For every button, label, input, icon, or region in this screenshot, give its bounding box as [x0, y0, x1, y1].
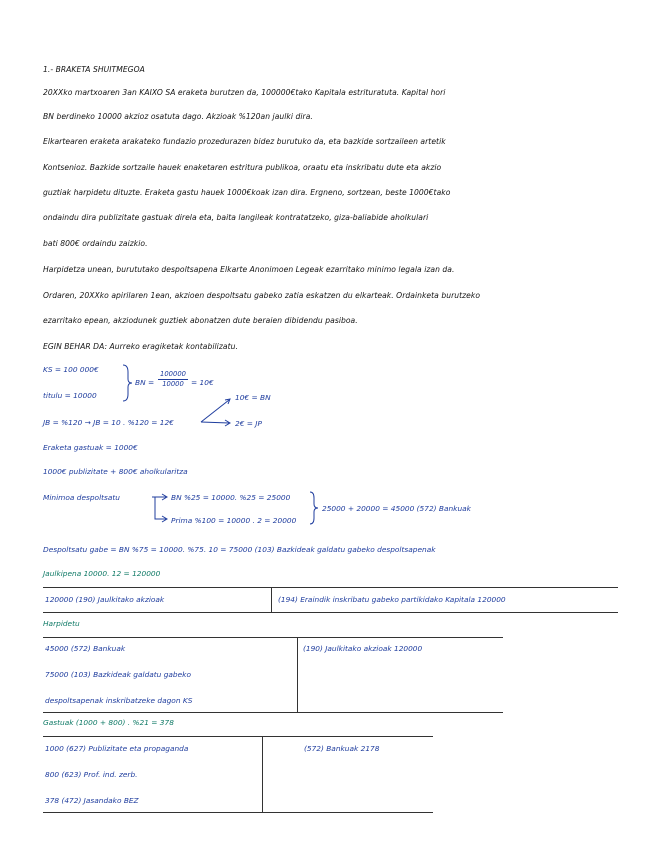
divider: [43, 637, 503, 638]
split-jp: 2€ = JP: [235, 419, 262, 428]
intro-line: BN berdineko 10000 akzioz osatuta dago. Akzioak %120an jaulki dira.: [43, 112, 313, 121]
bn-25-calc: BN %25 = 10000. %25 = 25000: [171, 493, 291, 502]
minimoa-label: Minimoa despoltsatu: [43, 493, 120, 502]
curly-brace: [120, 364, 134, 402]
bn-denominator: 10000: [162, 379, 184, 388]
task-statement: EGIN BEHAR DA: Aurreko eragiketak kontabilizatu.: [43, 342, 238, 351]
bn-label: BN =: [135, 378, 155, 387]
titulu-calc: titulu = 10000: [43, 391, 97, 400]
curly-brace: [308, 491, 320, 525]
intro-line: ezarritako epean, akziodunek guztiek abonatzen dute beraien dibidendu pasiboa.: [43, 316, 358, 325]
intro-line: Kontsenioz. Bazkide sortzaile hauek enaketaren estritura publikoa, oraatu eta inskribatu dute eta akzio: [43, 163, 442, 172]
jaulkipena-credit: (194) Eraindik inskribatu gabeko partikidako Kapitala 120000: [278, 595, 506, 604]
gastuak-debit-line: 378 (472) Jasandako BEZ: [45, 796, 139, 805]
gastuak-debit-line: 1000 (627) Publizitate eta propaganda: [45, 744, 189, 753]
intro-line: ondaindu dira publizitate gastuak direla eta, baita langileak kontratatzeko, giza-baliabide aholkulari: [43, 213, 429, 222]
exercise-heading: 1.- BRAKETA SHUITMEGOA: [43, 65, 145, 74]
divider: [43, 712, 503, 713]
intro-line: Ordaren, 20XXko apirilaren 1ean, akzioen despoltsatu gabeko zatia eskatzen du elkarteak. Ordainketa burutzeko: [43, 291, 481, 300]
intro-line: Elkartearen eraketa arakateko fundazio prozedurazen bidez burutuko da, eta bazkide sortzaileen artetik: [43, 137, 446, 146]
bn-numerator: 100000: [160, 370, 186, 378]
bn-result: = 10€: [191, 378, 214, 387]
harpidetu-title: Harpidetu: [43, 619, 80, 628]
divider: [262, 736, 263, 812]
harpidetu-credit: (190) Jaulkitako akzioak 120000: [303, 644, 423, 653]
intro-line: bati 800€ ordaindu zaizkio.: [43, 239, 148, 248]
jaulkipena-debit: 120000 (190) Jaulkitako akzioak: [45, 595, 165, 604]
minimoa-arrows: [150, 493, 170, 525]
eraketa-gastuak: Eraketa gastuak = 1000€: [43, 443, 138, 452]
publizitate-calc: 1000€ publizitate + 800€ aholkularitza: [43, 467, 188, 476]
jaulkipena-title: Jaulkipena 10000. 12 = 120000: [43, 569, 161, 578]
gastuak-title: Gastuak (1000 + 800) . %21 = 378: [43, 718, 174, 727]
split-bn: 10€ = BN: [235, 393, 271, 402]
divider: [43, 736, 433, 737]
divider: [271, 587, 272, 612]
bn-fraction: [158, 371, 188, 388]
despoltsatu-gabe: Despoltsatu gabe = BN %75 = 10000. %75. 10 = 75000 (103) Bazkideak galdatu gabeko despoltsapenak: [43, 545, 436, 554]
total-bankuak: 25000 + 20000 = 45000 (572) Bankuak: [322, 504, 471, 513]
intro-line: 20XXko martxoaren 3an KAIXO SA eraketa burutzen da, 100000€tako Kapitala estrituratuta. Kapital hori: [43, 88, 446, 97]
harpidetu-debit-line: despoltsapenak inskribatzeke dagon KS: [45, 696, 193, 705]
prima-calc: JB = %120 → JB = 10 . %120 = 12€: [43, 418, 174, 427]
divider: [43, 812, 433, 813]
intro-line: Harpidetza unean, burututako despoltsapena Elkarte Anonimoen Legeak ezarritako minimo legala izan da.: [43, 265, 455, 274]
ks-calc: KS = 100 000€: [43, 365, 99, 374]
harpidetu-debit-line: 75000 (103) Bazkideak galdatu gabeko: [45, 670, 191, 679]
divider: [43, 587, 618, 588]
intro-line: guztiak harpidetu dituzte. Eraketa gastu hauek 1000€koak izan dira. Ergneno, sortzean, beste 1000€tako: [43, 188, 451, 197]
divider: [43, 612, 618, 613]
divider: [297, 637, 298, 712]
gastuak-debit-line: 800 (623) Prof. ind. zerb.: [45, 770, 138, 779]
gastuak-credit: (572) Bankuak 2178: [304, 744, 380, 753]
split-arrows: [199, 396, 233, 426]
harpidetu-debit-line: 45000 (572) Bankuak: [45, 644, 126, 653]
prima-100-calc: Prima %100 = 10000 . 2 = 20000: [171, 516, 297, 525]
